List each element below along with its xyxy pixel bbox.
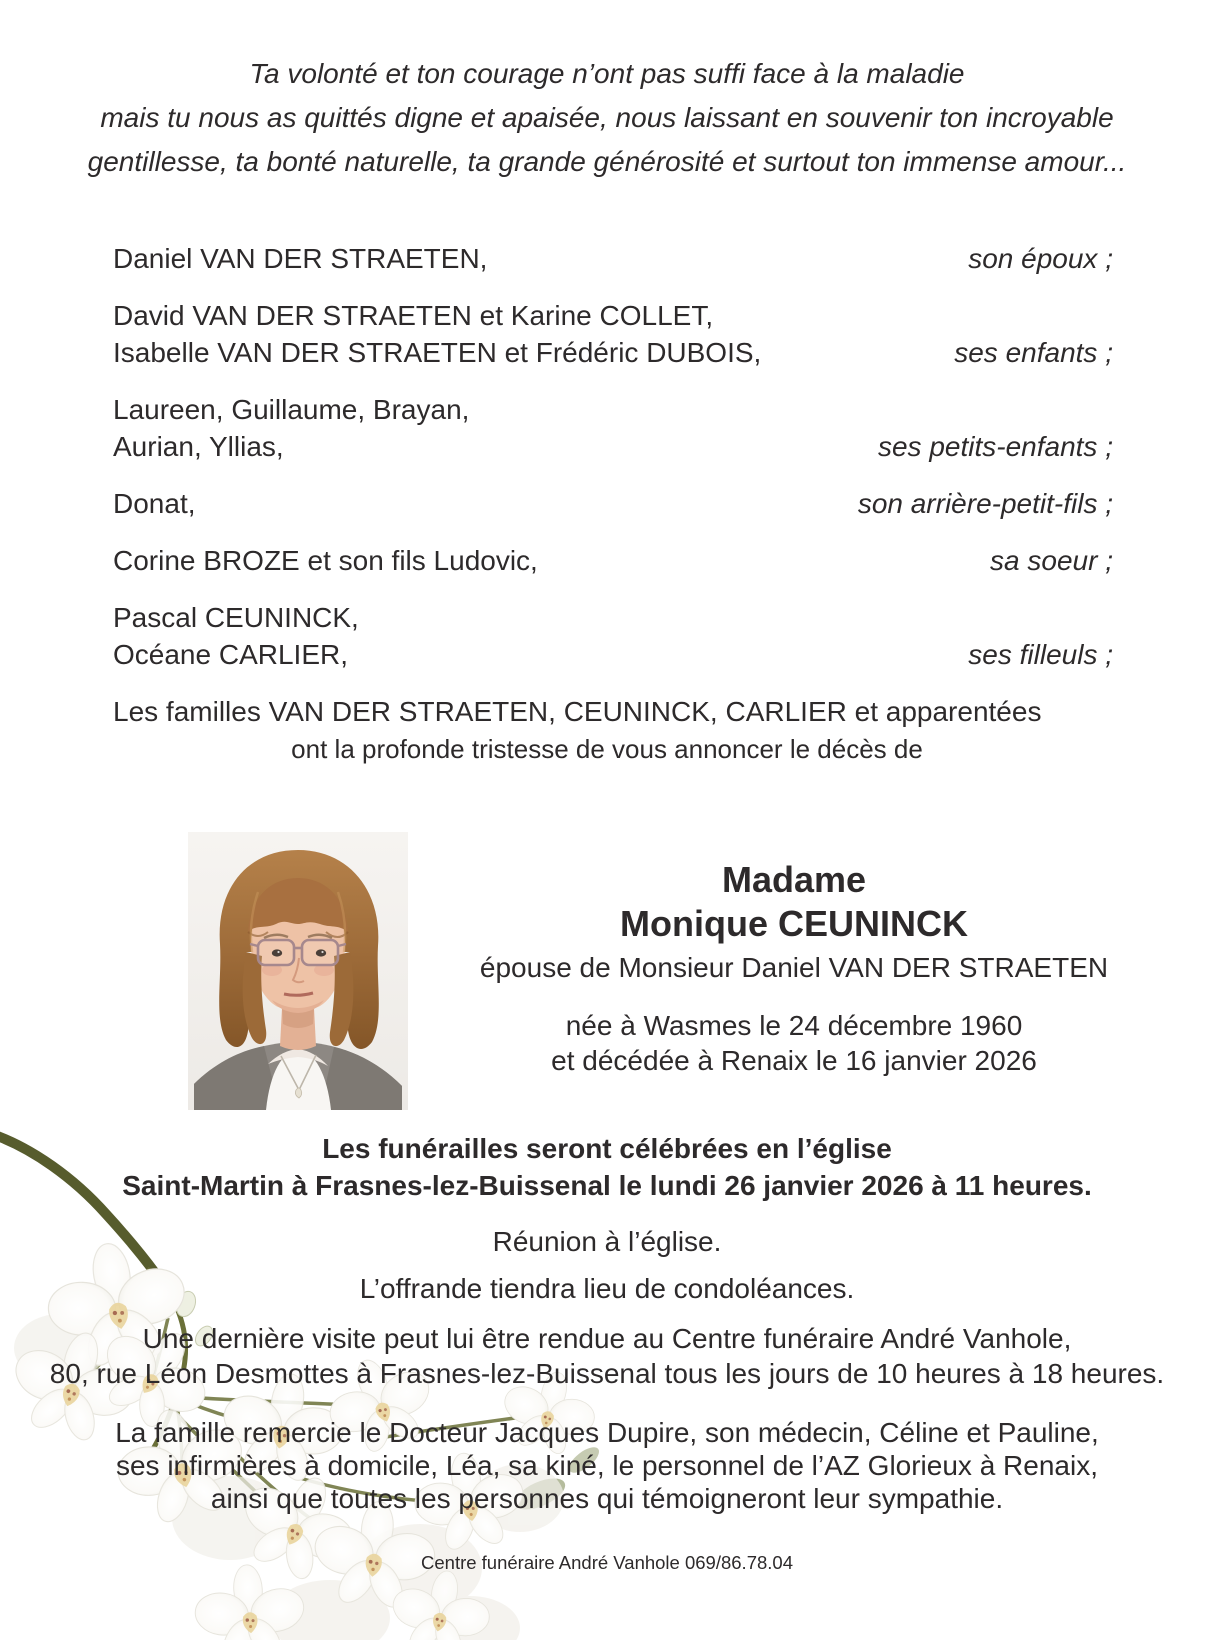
visit-paragraph bbox=[0, 1321, 1214, 1391]
family-relation: ses filleuls ; bbox=[968, 639, 1113, 670]
deceased-photo bbox=[188, 832, 408, 1110]
family-relation: ses enfants ; bbox=[954, 337, 1113, 368]
family-row bbox=[113, 599, 1113, 673]
thanks-line: ainsi que toutes les personnes qui témoigneront leur sympathie. bbox=[210, 1483, 1004, 1514]
family-list bbox=[113, 240, 1113, 742]
birth-line: née à Wasmes le 24 décembre 1960 bbox=[565, 1010, 1023, 1041]
family-row bbox=[113, 297, 1113, 371]
deceased-identity bbox=[408, 858, 1180, 1078]
memorial-quote bbox=[0, 52, 1214, 184]
family-member-name: Isabelle VAN DER STRAETEN et Frédéric DUBOIS, bbox=[113, 337, 762, 368]
spouse-line: épouse de Monsieur Daniel VAN DER STRAETEN bbox=[479, 952, 1109, 983]
family-member-name: Corine BROZE et son fils Ludovic, bbox=[113, 545, 538, 576]
family-member-name: Donat, bbox=[113, 488, 196, 519]
quote-line: mais tu nous as quittés digne et apaisée, nous laissant en souvenir ton incroyable bbox=[100, 102, 1114, 133]
family-relation: ses petits-enfants ; bbox=[877, 431, 1113, 462]
family-member-name: David VAN DER STRAETEN et Karine COLLET, bbox=[113, 300, 714, 331]
deceased-name: Monique CEUNINCK bbox=[620, 903, 968, 944]
funeral-heading-line: Saint-Martin à Frasnes-lez-Buissenal le lundi 26 janvier 2026 à 11 heures. bbox=[122, 1170, 1092, 1201]
family-member-name: Pascal CEUNINCK, bbox=[113, 602, 359, 633]
families-line: Les familles VAN DER STRAETEN, CEUNINCK, CARLIER et apparentées bbox=[113, 696, 1042, 727]
deceased-title: Madame bbox=[721, 859, 867, 900]
quote-line: gentillesse, ta bonté naturelle, ta grande générosité et surtout ton immense amour... bbox=[87, 146, 1127, 177]
funeral-home-footer: Centre funéraire André Vanhole 069/86.78.04 bbox=[421, 1552, 793, 1573]
family-row bbox=[113, 542, 1113, 579]
family-relation: son époux ; bbox=[968, 243, 1113, 274]
family-member-name: Daniel VAN DER STRAETEN, bbox=[113, 243, 488, 274]
family-relation: son arrière-petit-fils ; bbox=[857, 488, 1113, 519]
family-member-name: Aurian, Yllias, bbox=[113, 431, 284, 462]
announcement-line: ont la profonde tristesse de vous annoncer le décès de bbox=[291, 734, 923, 764]
family-row bbox=[113, 391, 1113, 465]
death-line: et décédée à Renaix le 16 janvier 2026 bbox=[551, 1045, 1037, 1076]
visit-line: Une dernière visite peut lui être rendue au Centre funéraire André Vanhole, bbox=[142, 1323, 1072, 1354]
family-relation: sa soeur ; bbox=[990, 545, 1113, 576]
family-member-name: Océane CARLIER, bbox=[113, 639, 348, 670]
offering-line: L’offrande tiendra lieu de condoléances. bbox=[359, 1273, 855, 1304]
thanks-line: ses infirmières à domicile, Léa, sa kiné, le personnel de l’AZ Glorieux à Renaix, bbox=[115, 1450, 1098, 1481]
family-row bbox=[113, 485, 1113, 522]
family-row bbox=[113, 240, 1113, 277]
funeral-heading bbox=[0, 1130, 1214, 1204]
funeral-heading-line: Les funérailles seront célébrées en l’église bbox=[322, 1133, 892, 1164]
meeting-line: Réunion à l’église. bbox=[492, 1226, 722, 1257]
thanks-line: La famille remercie le Docteur Jacques Dupire, son médecin, Céline et Pauline, bbox=[115, 1417, 1099, 1448]
quote-line: Ta volonté et ton courage n’ont pas suffi face à la maladie bbox=[249, 58, 965, 89]
visit-line: 80, rue Léon Desmottes à Frasnes-lez-Buissenal tous les jours de 10 heures à 18 heures. bbox=[49, 1358, 1165, 1389]
family-member-name: Laureen, Guillaume, Brayan, bbox=[113, 394, 470, 425]
thanks-paragraph bbox=[0, 1416, 1214, 1515]
